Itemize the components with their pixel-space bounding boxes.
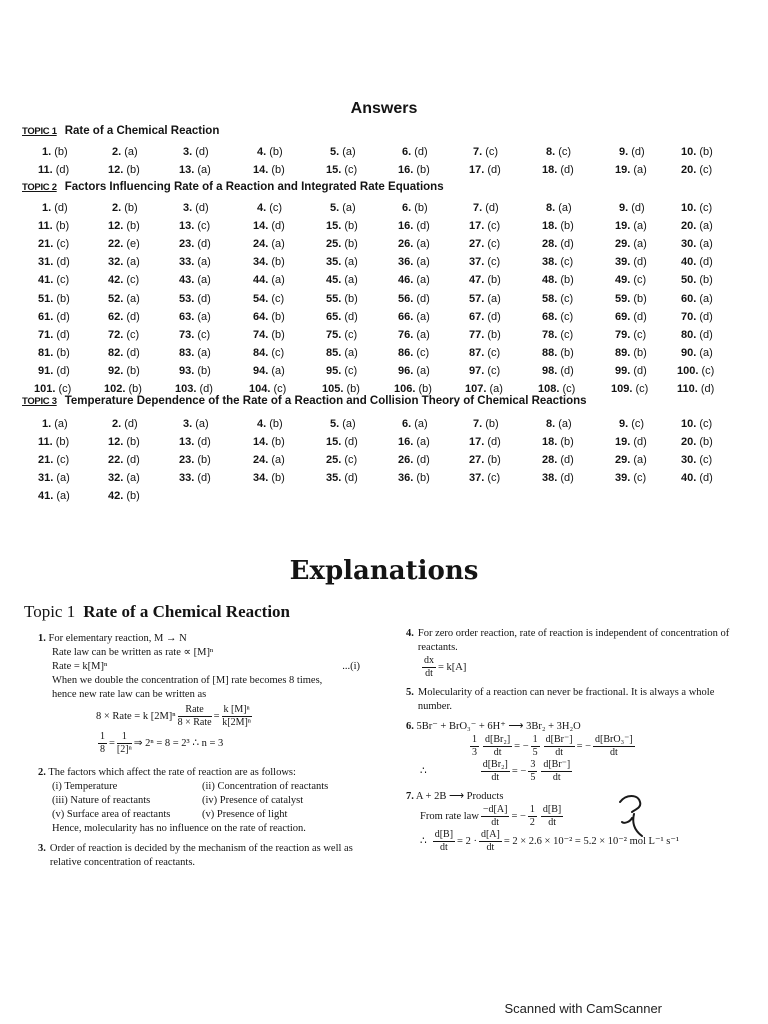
explanation-6: 6. 5Br⁻ + BrO₃⁻ + 6H⁺ ⟶ 3Br₂ + 3H₂O $\frac{1}{3}$ $\frac{\text{d[Br₂]}}{dt}$ = − $\frac{1}{5}$ $\frac{d[Br^-]}{dt}$ = − $\frac{\text{d[BrO₃⁻]}}{dt}$ ∴ $\frac{\text{d[Br₂]}}{dt}$ = − $\frac{3}{5}$ $\frac{d[Br^-]}{dt}$ <box>406 721 633 783</box>
explanation-1-tag: ...(i) <box>342 661 360 672</box>
answer-item: 83. (a) <box>179 347 211 359</box>
answer-item: 5. (a) <box>330 146 356 158</box>
answer-item: 87. (c) <box>469 347 501 359</box>
answer-item: 12. (b) <box>108 220 140 232</box>
answer-item: 38. (d) <box>542 472 574 484</box>
explanation-2-number: 2. <box>38 767 46 778</box>
answer-item: 78. (c) <box>542 329 574 341</box>
answer-item: 9. (c) <box>619 418 645 430</box>
answer-item: 84. (c) <box>253 347 285 359</box>
answer-item: 25. (c) <box>326 454 358 466</box>
answer-item: 7. (d) <box>473 202 499 214</box>
answer-item: 74. (b) <box>253 329 285 341</box>
e6-d-num: d[Br⁻] <box>545 734 573 745</box>
answer-item: 30. (c) <box>681 454 713 466</box>
answer-item: 17. (c) <box>469 220 501 232</box>
answer-item: 3. (a) <box>183 418 209 430</box>
eq-fraction-1-den: 8 × Rate <box>177 717 212 728</box>
answer-item: 5. (a) <box>330 202 356 214</box>
answer-item: 8. (a) <box>546 202 572 214</box>
e7-c-den: dt <box>548 817 556 828</box>
e4-fraction-num: dx <box>424 655 434 666</box>
answer-item: 41. (c) <box>38 274 70 286</box>
answer-item: 16. (a) <box>398 436 430 448</box>
eq2-fraction-1-den: 8 <box>100 744 105 755</box>
answer-item: 7. (b) <box>473 418 499 430</box>
answer-item: 68. (c) <box>542 311 574 323</box>
answer-item: 41. (a) <box>38 490 70 502</box>
answer-item: 32. (a) <box>108 256 140 268</box>
topic-1-heading <box>22 125 219 137</box>
answer-item: 10. (c) <box>681 202 713 214</box>
answer-item: 51. (b) <box>38 293 70 305</box>
e6-e-num: d[BrO₃⁻] <box>595 734 633 745</box>
answer-item: 15. (c) <box>326 164 358 176</box>
scanner-watermark: Scanned with CamScanner <box>504 1001 662 1016</box>
explanation-1-line-5: hence new rate law can be written as <box>52 689 207 700</box>
answer-item: 10. (c) <box>681 418 713 430</box>
answer-item: 40. (d) <box>681 472 713 484</box>
e6-c-den: 5 <box>532 747 538 758</box>
e6-h-den: dt <box>552 772 561 783</box>
answer-item: 5. (a) <box>330 418 356 430</box>
answer-item: 32. (a) <box>108 472 140 484</box>
eq2-fraction-2 <box>117 731 132 756</box>
e7-d-den: dt <box>439 842 448 853</box>
answer-item: 20. (a) <box>681 220 713 232</box>
explanation-5-number: 5. <box>406 687 414 698</box>
answer-item: 38. (c) <box>542 256 574 268</box>
answer-item: 27. (c) <box>469 238 501 250</box>
e6-a-num: 1 <box>472 734 477 745</box>
answer-item: 33. (a) <box>179 256 211 268</box>
answer-item: 77. (b) <box>469 329 501 341</box>
answer-item: 86. (c) <box>398 347 430 359</box>
topic-1-title: Rate of a Chemical Reaction <box>64 125 220 137</box>
answer-item: 23. (d) <box>179 238 211 250</box>
answer-item: 46. (a) <box>398 274 430 286</box>
answer-item: 81. (b) <box>38 347 70 359</box>
e6-f-den: dt <box>491 772 500 783</box>
explanation-2-end: Hence, molecularity has no influence on the rate of reaction. <box>52 823 306 834</box>
explanation-1-number: 1. <box>38 633 46 644</box>
answer-item: 11. (b) <box>38 220 70 232</box>
eq-left: 8 × Rate = k [2M]ⁿ <box>96 710 176 722</box>
answer-item: 14. (b) <box>253 164 285 176</box>
answer-item: 2. (a) <box>112 146 138 158</box>
factor-3: (iii) Nature of reactants <box>52 795 151 806</box>
e6-h-num: d[Br⁻] <box>543 759 571 770</box>
eq-fraction-2 <box>222 704 252 729</box>
answer-item: 19. (a) <box>615 220 647 232</box>
answer-item: 89. (b) <box>615 347 647 359</box>
answer-item: 48. (b) <box>542 274 574 286</box>
explanation-4 <box>406 627 751 680</box>
explanation-4-number: 4. <box>406 628 414 639</box>
topic-3-heading <box>22 395 587 407</box>
answer-item: 11. (b) <box>38 436 70 448</box>
answer-item: 57. (a) <box>469 293 501 305</box>
e6-e-den: dt <box>609 747 618 758</box>
answer-item: 13. (d) <box>179 436 211 448</box>
answer-item: 110. (d) <box>677 383 715 395</box>
e6-c-num: 1 <box>532 734 538 745</box>
answer-item: 28. (d) <box>542 238 574 250</box>
eq2-fraction-1-num: 1 <box>100 731 105 742</box>
e4-rest: = k[A] <box>438 661 467 673</box>
e7-e-num: d[A] <box>480 829 500 840</box>
answer-item: 8. (c) <box>546 146 572 158</box>
answer-item: 52. (a) <box>108 293 140 305</box>
answer-item: 1. (d) <box>42 202 68 214</box>
answer-item: 14. (b) <box>253 436 285 448</box>
answer-item: 85. (a) <box>326 347 358 359</box>
e7-a-den: dt <box>491 817 500 828</box>
e6-f-num: d[Br₂] <box>482 759 508 770</box>
answer-item: 25. (b) <box>326 238 358 250</box>
answer-item: 67. (d) <box>469 311 501 323</box>
answer-item: 76. (a) <box>398 329 430 341</box>
explanation-3-text: Order of reaction is decided by the mechanism of the reaction as well as relative concentration of reactants. <box>49 843 353 868</box>
answer-item: 18. (b) <box>542 436 574 448</box>
answer-item: 97. (c) <box>469 365 501 377</box>
answer-item: 13. (a) <box>179 164 211 176</box>
answer-item: 42. (c) <box>108 274 140 286</box>
answer-item: 42. (b) <box>108 490 140 502</box>
answer-item: 12. (b) <box>108 436 140 448</box>
eq-fraction-2-den: k[2M]ⁿ <box>222 717 251 728</box>
answer-item: 17. (d) <box>469 436 501 448</box>
answer-item: 65. (d) <box>326 311 358 323</box>
answer-item: 7. (c) <box>473 146 499 158</box>
explanations-right-column <box>406 627 751 860</box>
answer-item: 95. (c) <box>326 365 358 377</box>
answer-item: 98. (d) <box>542 365 574 377</box>
explanation-7: 7. A + 2B ⟶ Products From rate law $\frac{-d[A]}{dt}$ = − $\frac{1}{2}$ $\frac{d[B]}{dt}$ ∴ $\frac{d[B]}{dt}$ = 2 · $\frac{d[A]}{dt}$ = 2 × 2.6 × 10⁻² = 5.2 × 10⁻² mol L⁻¹ s⁻¹ <box>406 791 680 853</box>
answer-item: 34. (b) <box>253 256 285 268</box>
answer-item: 73. (c) <box>179 329 211 341</box>
answer-item: 4. (c) <box>257 202 283 214</box>
explanation-1-line-2: Rate law can be written as rate ∝ [M]ⁿ <box>52 647 214 658</box>
explanation-1: 1. For elementary reaction, M → N Rate law can be written as rate ∝ [M]ⁿ Rate = k[M]ⁿ ...(i) When we double the concentration of [M] rate becomes 8 times, hence new rate law can be written as 8 × Rate = k [2M]ⁿ $\frac{\text{Rate}}{\text{8 × Rate}}$ = $\frac{\text{k [M]ⁿ}}{\text{k[2M]ⁿ}}$ $\frac{1}{8}$ = $\frac{1}{\text{[2]ⁿ}}$ ⇒ 2ⁿ = 8 = 2³ ∴ n = 3 <box>38 632 378 756</box>
explanation-3 <box>38 842 378 870</box>
answer-item: 14. (d) <box>253 220 285 232</box>
e7-from: From rate law <box>420 810 479 822</box>
answer-item: 26. (d) <box>398 454 430 466</box>
answer-item: 30. (a) <box>681 238 713 250</box>
answer-item: 31. (d) <box>38 256 70 268</box>
answer-item: 101. (c) <box>34 383 72 395</box>
answer-item: 36. (b) <box>398 472 430 484</box>
answer-item: 34. (b) <box>253 472 285 484</box>
handwritten-mark-icon <box>612 792 656 840</box>
answer-item: 88. (b) <box>542 347 574 359</box>
eq2-fraction-2-num: 1 <box>117 731 132 744</box>
explanation-3-number: 3. <box>38 843 46 854</box>
answer-item: 33. (d) <box>179 472 211 484</box>
explanation-2 <box>38 766 378 836</box>
factor-2: (ii) Concentration of reactants <box>202 781 329 792</box>
answer-item: 22. (d) <box>108 454 140 466</box>
answer-item: 47. (b) <box>469 274 501 286</box>
answer-item: 13. (c) <box>179 220 211 232</box>
answer-item: 66. (a) <box>398 311 430 323</box>
answer-item: 35. (d) <box>326 472 358 484</box>
eq-fraction-1 <box>178 704 212 729</box>
e4-fraction-den: dt <box>425 668 433 679</box>
topic-title: Rate of a Chemical Reaction <box>83 602 290 621</box>
answer-item: 105. (b) <box>322 383 360 395</box>
explanation-7-number: 7. <box>406 791 414 802</box>
answer-item: 56. (d) <box>398 293 430 305</box>
answer-item: 29. (a) <box>615 238 647 250</box>
answer-item: 107. (a) <box>465 383 503 395</box>
answer-item: 6. (a) <box>402 418 428 430</box>
answer-item: 36. (a) <box>398 256 430 268</box>
answer-item: 20. (b) <box>681 436 713 448</box>
answer-item: 28. (d) <box>542 454 574 466</box>
answer-item: 9. (d) <box>619 202 645 214</box>
answer-item: 6. (b) <box>402 202 428 214</box>
answer-item: 60. (a) <box>681 293 713 305</box>
answer-item: 11. (d) <box>38 164 70 176</box>
answer-item: 15. (d) <box>326 436 358 448</box>
answer-item: 50. (b) <box>681 274 713 286</box>
answer-item: 37. (c) <box>469 256 501 268</box>
topic-label: Topic 1 <box>24 602 76 621</box>
topic-1-tag: TOPIC 1 <box>22 126 57 137</box>
answer-item: 6. (d) <box>402 146 428 158</box>
answer-item: 79. (c) <box>615 329 647 341</box>
factor-5: (v) Surface area of reactants <box>52 809 171 820</box>
explanation-6-number: 6. <box>406 721 414 732</box>
e4-fraction <box>422 655 436 680</box>
answer-item: 26. (a) <box>398 238 430 250</box>
explanation-2-intro: The factors which affect the rate of reaction are as follows: <box>48 767 296 778</box>
explanation-6-reaction: 5Br⁻ + BrO₃⁻ + 6H⁺ ⟶ 3Br₂ + 3H₂O <box>416 721 581 732</box>
answer-item: 1. (b) <box>42 146 68 158</box>
answer-item: 37. (c) <box>469 472 501 484</box>
answer-item: 43. (a) <box>179 274 211 286</box>
eq2-fraction-2-den: [2]ⁿ <box>116 744 132 755</box>
answer-item: 49. (c) <box>615 274 647 286</box>
answer-item: 45. (a) <box>326 274 358 286</box>
answer-item: 102. (b) <box>104 383 142 395</box>
answer-item: 44. (a) <box>253 274 285 286</box>
answer-item: 40. (d) <box>681 256 713 268</box>
e6-b-num: d[Br₂] <box>485 734 511 745</box>
e6-a-den: 3 <box>472 747 477 758</box>
explanations-title: Explanations <box>289 556 479 586</box>
e7-b-num: 1 <box>529 804 535 815</box>
answer-item: 29. (a) <box>615 454 647 466</box>
answer-item: 91. (d) <box>38 365 70 377</box>
answer-item: 39. (c) <box>615 472 647 484</box>
e7-e-den: dt <box>486 842 495 853</box>
e6-g-num: 3 <box>530 759 536 770</box>
answer-item: 2. (d) <box>112 418 138 430</box>
answer-item: 59. (b) <box>615 293 647 305</box>
e6-therefore: ∴ <box>420 765 427 777</box>
answers-title: Answers <box>350 100 418 117</box>
explanation-1-line-3: Rate = k[M]ⁿ <box>52 661 108 672</box>
topic-3-title: Temperature Dependence of the Rate of a Reaction and Collision Theory of Chemical Reactions <box>64 395 587 407</box>
explanations-left-column <box>38 632 378 876</box>
answer-item: 2. (b) <box>112 202 138 214</box>
answer-item: 21. (c) <box>38 454 70 466</box>
answer-item: 93. (b) <box>179 365 211 377</box>
explanation-4-text: For zero order reaction, rate of reaction is independent of concentration of reactants. <box>417 628 730 653</box>
answer-item: 3. (d) <box>183 202 209 214</box>
answer-item: 70. (d) <box>681 311 713 323</box>
answer-item: 96. (a) <box>398 365 430 377</box>
answer-item: 92. (b) <box>108 365 140 377</box>
answer-item: 104. (c) <box>249 383 287 395</box>
eq-fraction-1-num: Rate <box>178 704 212 717</box>
answer-item: 4. (b) <box>257 146 283 158</box>
answer-item: 19. (d) <box>615 436 647 448</box>
answer-item: 22. (e) <box>108 238 140 250</box>
answer-item: 21. (c) <box>38 238 70 250</box>
answer-item: 20. (c) <box>681 164 713 176</box>
answer-item: 64. (b) <box>253 311 285 323</box>
answer-item: 62. (d) <box>108 311 140 323</box>
answer-item: 23. (b) <box>179 454 211 466</box>
answer-item: 27. (b) <box>469 454 501 466</box>
e7-a-num: −d[A] <box>482 804 508 815</box>
answer-item: 3. (d) <box>183 146 209 158</box>
e6-g-den: 5 <box>530 772 536 783</box>
answer-item: 35. (a) <box>326 256 358 268</box>
answer-item: 12. (b) <box>108 164 140 176</box>
answer-item: 99. (d) <box>615 365 647 377</box>
e7-c-num: d[B] <box>542 804 562 815</box>
explanation-5-text: Molecularity of a reaction can never be fractional. It is always a whole number. <box>417 687 715 712</box>
answer-item: 82. (d) <box>108 347 140 359</box>
answer-item: 24. (a) <box>253 454 285 466</box>
answer-item: 58. (c) <box>542 293 574 305</box>
explanation-1-line-1: For elementary reaction, M → N <box>48 633 187 644</box>
e6-b-den: dt <box>493 747 502 758</box>
answer-item: 55. (b) <box>326 293 358 305</box>
answer-item: 19. (a) <box>615 164 647 176</box>
answer-item: 100. (c) <box>677 365 715 377</box>
answer-item: 15. (b) <box>326 220 358 232</box>
factor-1: (i) Temperature <box>52 781 118 792</box>
e7-therefore: ∴ <box>420 835 427 847</box>
answer-item: 90. (a) <box>681 347 713 359</box>
e7-result: = 2 × 2.6 × 10⁻² = 5.2 × 10⁻² mol L⁻¹ s⁻¹ <box>503 835 680 847</box>
topic-2-tag: TOPIC 2 <box>22 182 57 193</box>
e7-b-den: 2 <box>529 817 535 828</box>
answer-item: 106. (b) <box>394 383 432 395</box>
answer-item: 16. (b) <box>398 164 430 176</box>
answer-item: 8. (a) <box>546 418 572 430</box>
answer-item: 4. (b) <box>257 418 283 430</box>
answer-item: 54. (c) <box>253 293 285 305</box>
factor-4: (iv) Presence of catalyst <box>202 795 304 806</box>
answer-item: 103. (d) <box>175 383 213 395</box>
topic-3-tag: TOPIC 3 <box>22 396 57 407</box>
explanation-7-reaction: A + 2B ⟶ Products <box>415 791 504 802</box>
e6-d-den: dt <box>555 747 563 758</box>
answer-item: 61. (d) <box>38 311 70 323</box>
factor-6: (v) Presence of light <box>202 809 288 820</box>
answer-item: 72. (c) <box>108 329 140 341</box>
explanation-1-line-4: When we double the concentration of [M] rate becomes 8 times, <box>52 675 323 686</box>
answer-item: 53. (d) <box>179 293 211 305</box>
answer-item: 80. (d) <box>681 329 713 341</box>
topic-2-heading <box>22 181 444 193</box>
answer-item: 109. (c) <box>611 383 649 395</box>
answer-item: 94. (a) <box>253 365 285 377</box>
answer-item: 10. (b) <box>681 146 713 158</box>
eq2-rest: ⇒ 2ⁿ = 8 = 2³ ∴ n = 3 <box>133 737 224 749</box>
answer-item: 63. (a) <box>179 311 211 323</box>
answer-item: 69. (d) <box>615 311 647 323</box>
answer-item: 24. (a) <box>253 238 285 250</box>
answer-item: 9. (d) <box>619 146 645 158</box>
answer-item: 108. (c) <box>538 383 576 395</box>
answer-item: 1. (a) <box>42 418 68 430</box>
answer-item: 16. (d) <box>398 220 430 232</box>
explanation-5 <box>406 686 751 714</box>
topic-2-title: Factors Influencing Rate of a Reaction and Integrated Rate Equations <box>64 181 444 193</box>
answer-item: 39. (d) <box>615 256 647 268</box>
eq2-fraction-1 <box>98 731 107 756</box>
eq-fraction-2-num: k [M]ⁿ <box>223 704 250 715</box>
e7-d-num: d[B] <box>434 829 454 840</box>
answer-item: 17. (d) <box>469 164 501 176</box>
answer-item: 18. (d) <box>542 164 574 176</box>
answer-item: 71. (d) <box>38 329 70 341</box>
answer-item: 18. (b) <box>542 220 574 232</box>
answer-item: 31. (a) <box>38 472 70 484</box>
explanations-topic-heading <box>24 602 290 622</box>
answer-item: 75. (c) <box>326 329 358 341</box>
